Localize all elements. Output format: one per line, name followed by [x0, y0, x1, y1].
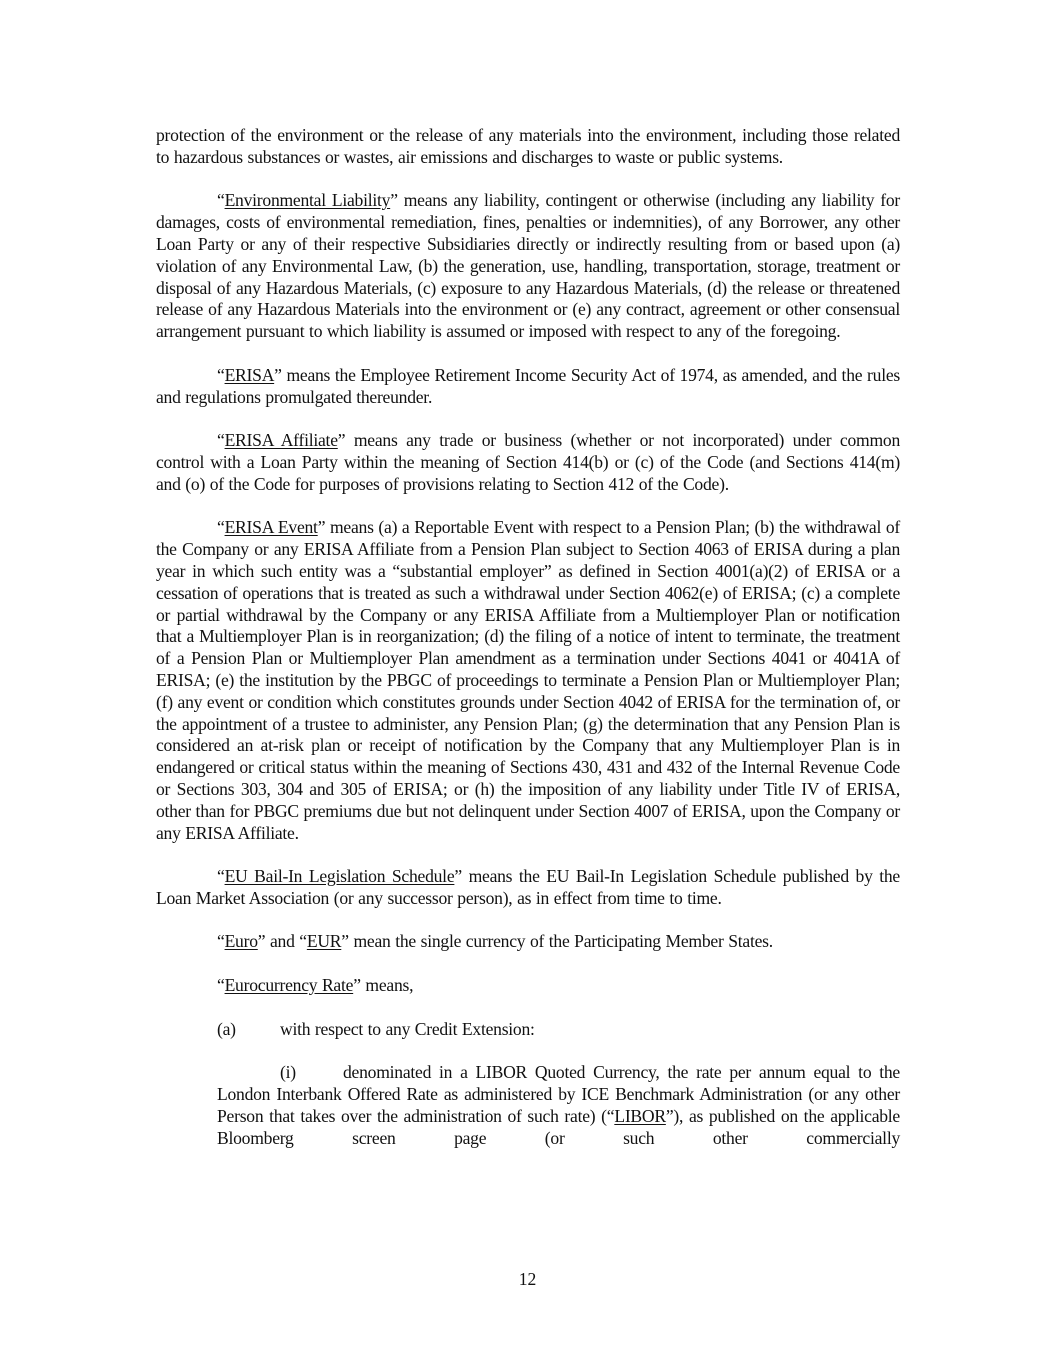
defined-term: EUR [306, 931, 342, 952]
open-quote: “ [217, 190, 225, 211]
open-quote: “ [217, 517, 225, 538]
definition-text: ” means (a) a Reportable Event with respect to a Pension Plan; (b) the withdrawal of the Company or any ERISA Affiliate from a Pension Plan subject to Section 4063 of ERISA during a plan year in which such entity was a “substantial employer” as defined in Section 4001(a)(2) of ERISA or a cessation of operations that is treated as such a withdrawal under Section 4062(e) of ERISA; (c) a complete or partial withdrawal by the Company or any ERISA Affiliate from a Multiemployer Plan or notification that a Multiemployer Plan is in reorganization; (d) the filing of a notice of intent to terminate, the treatment of a Pension Plan or Multiemployer Plan amendment as a termination under Sections 4041 or 4041A of ERISA; (e) the institution by the PBGC of proceedings to terminate a Pension Plan or Multiemployer Plan; (f) any event or condition which constitutes grounds under Section 4042 of ERISA for the termination of, or the appointment of a trustee to administer, any Pension Plan; (g) the determination that any Pension Plan is considered an at-risk plan or receipt of notification by the Company that any Multiemployer Plan is in endangered or critical status within the meaning of Sections 430, 431 and 432 of the Internal Revenue Code or Sections 303, 304 and 305 of ERISA; or (h) the imposition of any liability under Title IV of ERISA, other than for PBGC premiums due but not delinquent under Section 4007 of ERISA, upon the Company or any ERISA Affiliate. [156, 517, 900, 843]
definition-text: ” means any trade or business (whether or not incorporated) under common control with a Loan Party within the meaning of Section 414(b) or (c) of the Code (and Sections 414(m) and (o) of the Code for purposes of provisions relating to Section 412 of the Code). [156, 430, 900, 494]
definition-text: ” means the EU Bail-In Legislation Schedule published by the Loan Market Association (or any successor person), as in effect from time to time. [156, 866, 900, 908]
defined-term: LIBOR [614, 1105, 666, 1126]
definition-text: ” means any liability, contingent or otherwise (including any liability for damages, costs of environmental remediation, fines, penalties or indemnities), of any Borrower, any other Loan Party or any of their respective Subsidiaries directly or indirectly resulting from or based upon (a) violation of any Environmental Law, (b) the generation, use, handling, transportation, storage, treatment or disposal of any Hazardous Materials, (c) exposure to any Hazardous Materials, (d) the release or threatened release of any Hazardous Materials into the environment or (e) any contract, agreement or other consensual arrangement pursuant to which liability is assumed or imposed with respect to any of the foregoing. [156, 190, 901, 342]
open-quote: “ [217, 430, 225, 451]
document-page [156, 125, 900, 1171]
defined-term: ERISA Event [224, 517, 318, 538]
clause-a [156, 1019, 900, 1041]
definition-text: ” means, [353, 975, 414, 996]
definition-euro [156, 931, 900, 953]
clause-text-continued: ”), as published on the applicable Bloomberg screen page (or such other commercially [217, 1105, 900, 1148]
clause-label: (a) [217, 1018, 236, 1039]
definition-eu-bail-in-schedule [156, 866, 900, 910]
definition-text: ” mean the single currency of the Participating Member States. [341, 931, 773, 952]
defined-term: ERISA [224, 364, 275, 385]
open-quote: “ [217, 364, 225, 385]
quote-separator: ” and “ [257, 931, 307, 952]
open-quote: “ [217, 975, 225, 996]
clause-text: with respect to any Credit Extension: [280, 1018, 535, 1039]
defined-term: Euro [224, 931, 258, 952]
definition-erisa [156, 365, 900, 409]
definition-erisa-event [156, 517, 900, 844]
clause-label: (i) [280, 1062, 296, 1083]
definition-eurocurrency-rate [156, 975, 900, 997]
open-quote: “ [217, 866, 225, 887]
clause-i [156, 1062, 900, 1149]
definition-text: ” means the Employee Retirement Income Security Act of 1974, as amended, and the rules and regulations promulgated thereunder. [156, 364, 900, 407]
defined-term: Eurocurrency Rate [224, 975, 354, 996]
paragraph-environmental-law-continuation: protection of the environment or the release of any materials into the environment, including those related to hazardous substances or wastes, air emissions and discharges to waste or public systems. [156, 125, 900, 167]
clause-text: denominated in a LIBOR Quoted Currency, the rate per annum equal to the London Interbank Offered Rate as administered by ICE Benchmark Administration (or any other Person that takes over the administration of such rate) (“ [217, 1062, 900, 1126]
defined-term: EU Bail-In Legislation Schedule [224, 866, 455, 887]
definition-erisa-affiliate [156, 430, 900, 495]
definition-environmental-liability [156, 190, 900, 343]
open-quote: “ [217, 931, 225, 952]
page-number: 12 [518, 1269, 537, 1289]
defined-term: Environmental Liability [224, 190, 391, 211]
defined-term: ERISA Affiliate [224, 430, 338, 451]
